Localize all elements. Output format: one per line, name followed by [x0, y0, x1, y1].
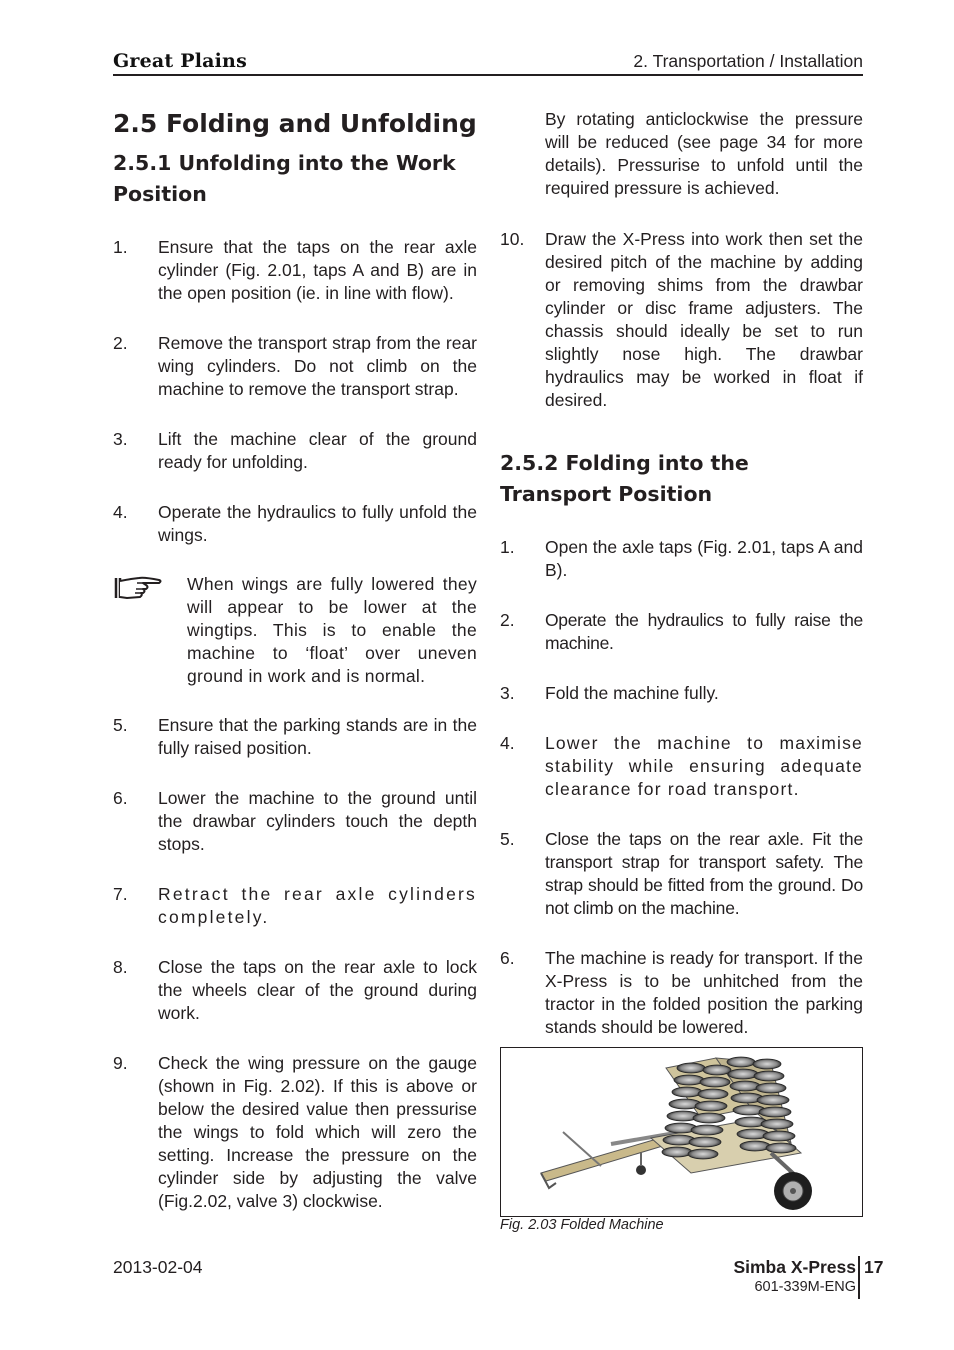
item-text: Lower the machine to maximise stability while ensuring adequate clearance for road transport. [545, 733, 863, 799]
list-item [500, 732, 863, 801]
list-item [113, 236, 477, 305]
list-item [113, 956, 477, 1025]
item-text: Draw the X-Press into work then set the desired pitch of the machine by adding or removing shims from the drawbar cylinder or disc frame adjusters. The chassis should ideally be set to run slightly nose high. The drawbar hydraulics may be worked in float if desired. [545, 229, 863, 410]
item-text: Open the axle taps (Fig. 2.01, taps A and B). [545, 537, 863, 580]
item-text: The machine is ready for transport. If the X-Press is to be unhitched from the tractor in the folded position the parking stands should be lowered. [545, 948, 863, 1037]
list-item [113, 883, 477, 929]
footer-document-code: 601-339M-ENG [754, 1279, 856, 1295]
list-item [113, 332, 477, 401]
item-text: Lower the machine to the ground until the drawbar cylinders touch the depth stops. [158, 788, 477, 854]
list-item [113, 428, 477, 474]
right-column [500, 108, 863, 1039]
item-text: Close the taps on the rear axle to lock the wheels clear of the ground during work. [158, 957, 477, 1023]
item-number: 10. [500, 229, 525, 249]
item-number: 6. [500, 948, 515, 968]
item-number: 1. [500, 537, 515, 557]
item-number: 3. [113, 429, 128, 449]
footer-rule [858, 1256, 860, 1299]
item-text: Operate the hydraulics to fully unfold the wings. [158, 502, 477, 545]
item-number: 3. [500, 683, 515, 703]
item-number: 1. [113, 237, 128, 257]
item-text: Remove the transport strap from the rear wing cylinders. Do not climb on the machine to remove the transport strap. [158, 333, 477, 399]
item-number: 5. [500, 829, 515, 849]
folded-machine-illustration [501, 1048, 862, 1216]
item-number: 5. [113, 715, 128, 735]
list-item [113, 1052, 477, 1213]
item-number: 4. [500, 733, 515, 753]
folded-machine-figure [500, 1047, 863, 1217]
item-number: 2. [500, 610, 515, 630]
list-item [113, 787, 477, 856]
brand-logo: Great Plains [113, 50, 247, 72]
item-number: 8. [113, 957, 128, 977]
item-number: 4. [113, 502, 128, 522]
subsection-title-folding: 2.5.2 Folding into the Transport Position [500, 451, 749, 506]
item-number: 7. [113, 884, 128, 904]
item-text: Check the wing pressure on the gauge (shown in Fig. 2.02). If this is above or below the desired value then pressurise the wings to fold which will zero the setting. Increase the pressure on the cylinder side by adjusting the valve (Fig.2.02, valve 3) clockwise. [158, 1053, 477, 1211]
item-text: Retract the rear axle cylinders completely. [158, 884, 477, 927]
list-item [500, 682, 863, 705]
item-number: 6. [113, 788, 128, 808]
item-number: 9. [113, 1053, 128, 1073]
list-item [113, 501, 477, 547]
header-rule [113, 74, 863, 76]
header-section: 2. Transportation / Installation [633, 51, 863, 71]
subsection-title-unfolding: 2.5.1 Unfolding into the Work Position [113, 151, 456, 206]
list-item [500, 536, 863, 582]
continuation-text: By rotating anticlockwise the pressure will be reduced (see page 34 for more details). Pressurise to unfold until the required pressure is achieved. [545, 109, 863, 198]
list-item [500, 828, 863, 920]
list-item [113, 714, 477, 760]
section-title: 2.5 Folding and Unfolding [113, 109, 477, 138]
item-text: Operate the hydraulics to fully raise the machine. [545, 610, 863, 653]
item-text: Close the taps on the rear axle. Fit the transport strap for transport safety. The strap should be fitted from the ground. Do not climb on the machine. [545, 829, 863, 918]
list-item [500, 228, 863, 412]
page-number: 17 [864, 1257, 884, 1277]
pointing-hand-icon [113, 573, 187, 688]
item-text: Fold the machine fully. [545, 683, 719, 703]
item-text: Ensure that the taps on the rear axle cylinder (Fig. 2.01, taps A and B) are in the open position (ie. in line with flow). [158, 237, 477, 303]
footer-date: 2013-02-04 [113, 1257, 203, 1277]
left-column [113, 108, 477, 1213]
footer-product-title: Simba X-Press [733, 1257, 856, 1277]
list-item [500, 609, 863, 655]
continuation-block [500, 108, 863, 200]
item-number: 2. [113, 333, 128, 353]
list-item [500, 947, 863, 1039]
figure-caption: Fig. 2.03 Folded Machine [500, 1217, 664, 1233]
item-text: Lift the machine clear of the ground ready for unfolding. [158, 429, 477, 472]
item-text: Ensure that the parking stands are in the fully raised position. [158, 715, 477, 758]
note-text: When wings are fully lowered they will appear to be lower at the wingtips. This is to enable the machine to ‘float’ over uneven ground in work and is normal. [187, 574, 477, 686]
note-block [113, 573, 477, 688]
